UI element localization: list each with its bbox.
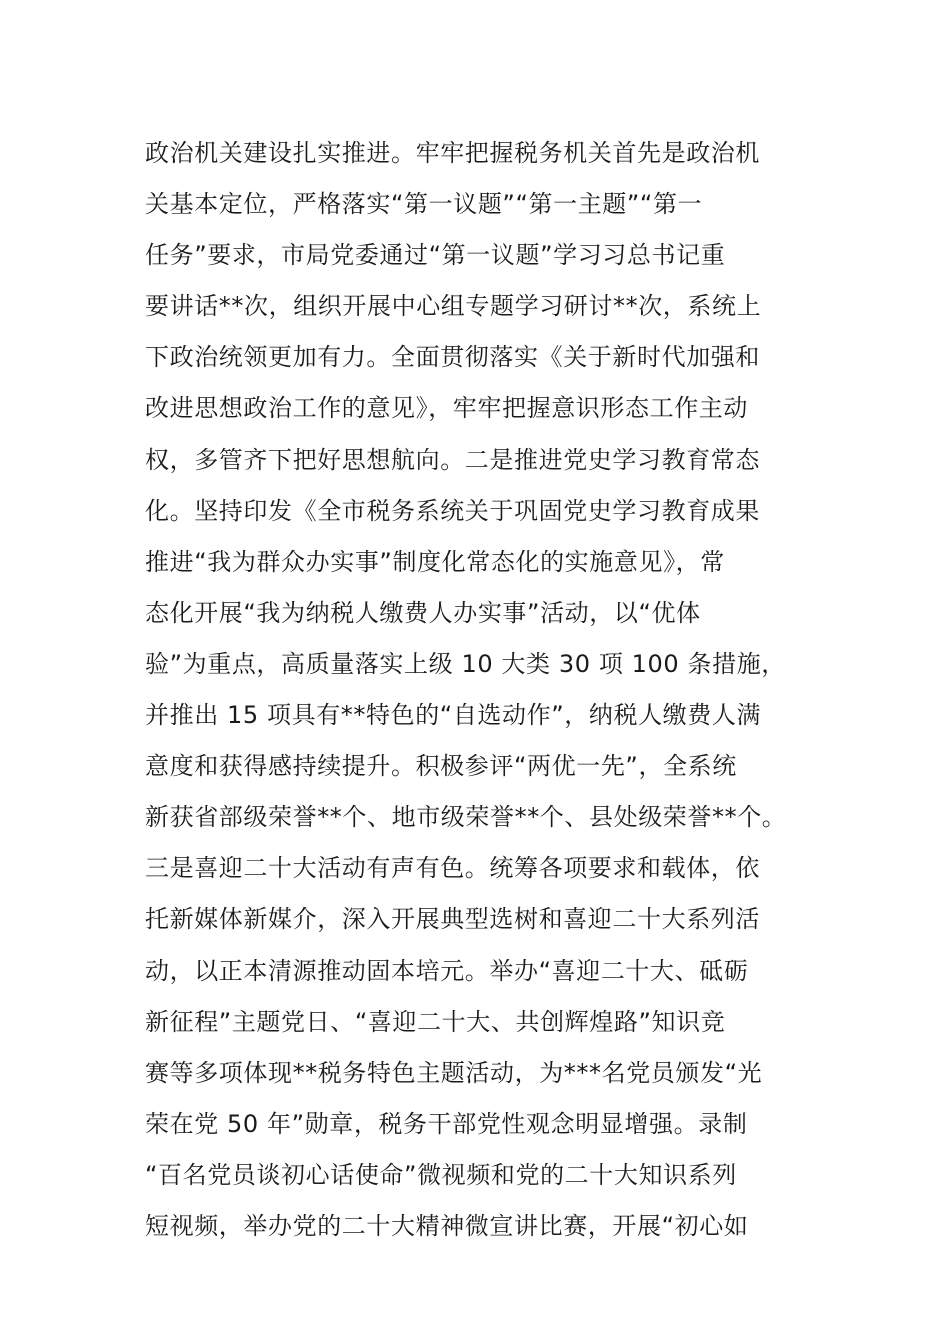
body-paragraph	[145, 128, 845, 1252]
text-line-19: 赛等多项体现**税务特色主题活动，为***名党员颁发“光	[145, 1058, 763, 1087]
text-line-14: 新获省部级荣誉**个、地市级荣誉**个、县处级荣誉**个。	[145, 803, 787, 832]
text-line-20: 荣在党 50 年”勋章，税务干部党性观念明显增强。录制	[145, 1109, 748, 1138]
text-line-3: 任务”要求，市局党委通过“第一议题”学习习总书记重	[145, 241, 726, 270]
text-line-9: 推进“我为群众办实事”制度化常态化的实施意见》，常	[145, 547, 725, 576]
text-line-4: 要讲话**次，组织开展中心组专题学习研讨**次，系统上	[145, 292, 762, 321]
text-line-5: 下政治统领更加有力。全面贯彻落实《关于新时代加强和	[145, 343, 760, 372]
text-line-8: 化。坚持印发《全市税务系统关于巩固党史学习教育成果	[145, 496, 760, 525]
text-line-16: 托新媒体新媒介，深入开展典型选树和喜迎二十大系列活	[145, 905, 760, 934]
text-line-12: 并推出 15 项具有**特色的“自选动作”，纳税人缴费人满	[145, 701, 762, 730]
text-line-22: 短视频，举办党的二十大精神微宣讲比赛，开展“初心如	[145, 1211, 749, 1240]
text-line-18: 新征程”主题党日、“喜迎二十大、共创辉煌路”知识竞	[145, 1007, 726, 1036]
text-line-10: 态化开展“我为纳税人缴费人办实事”活动，以“优体	[145, 598, 701, 627]
text-line-2: 关基本定位，严格落实“第一议题”“第一主题”“第一	[145, 190, 703, 219]
text-line-1: 政治机关建设扎实推进。牢牢把握税务机关首先是政治机	[145, 139, 760, 167]
text-line-11: 验”为重点，高质量落实上级 10 大类 30 项 100 条措施，	[145, 649, 786, 678]
text-line-6: 改进思想政治工作的意见》，牢牢把握意识形态工作主动	[145, 394, 748, 423]
text-line-15: 三是喜迎二十大活动有声有色。统筹各项要求和载体，依	[145, 854, 760, 883]
text-line-17: 动，以正本清源推动固本培元。举办“喜迎二十大、砥砺	[145, 956, 749, 985]
text-line-7: 权，多管齐下把好思想航向。二是推进党史学习教育常态	[145, 445, 760, 474]
text-line-21: “百名党员谈初心话使命”微视频和党的二十大知识系列	[145, 1160, 737, 1189]
text-line-13: 意度和获得感持续提升。积极参评“两优一先”，全系统	[145, 752, 737, 781]
